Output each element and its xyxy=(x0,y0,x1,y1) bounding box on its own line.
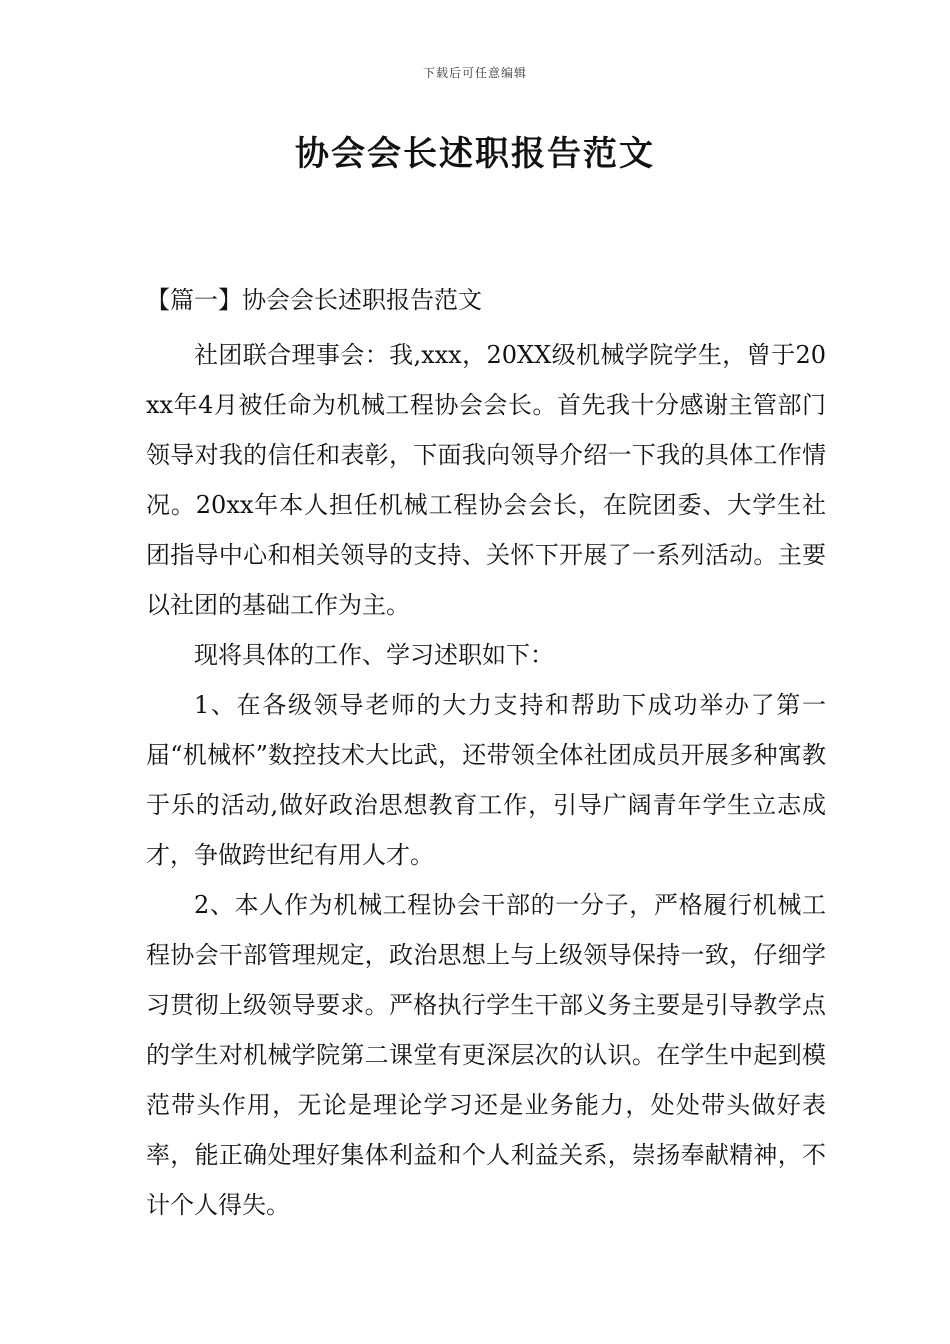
paragraph-item-1: 1、在各级领导老师的大力支持和帮助下成功举办了第一届“机械杯”数控技术大比武，还带领全体社团成员开展多种寓教于乐的活动,做好政治思想教育工作，引导广阔青年学生立志成才，争做跨世纪有用人才。 xyxy=(146,691,826,869)
paragraph-summary-lead: 现将具体的工作、学习述职如下： xyxy=(194,641,554,669)
paragraph-item-2: 2、本人作为机械工程协会干部的一分子，严格履行机械工程协会干部管理规定，政治思想上与上级领导保持一致，仔细学习贯彻上级领导要求。严格执行学生干部义务主要是引导教学点的学生对机械学院第二课堂有更深层次的认识。在学生中起到模范带头作用，无论是理论学习还是业务能力，处处带头做好表率，能正确处理好集体利益和个人利益关系，崇扬奉献精神，不计个人得失。 xyxy=(146,891,826,1219)
document-title: 协会会长述职报告范文 xyxy=(295,134,655,174)
document-body xyxy=(146,280,826,1230)
page-header-note: 下载后可任意编辑 xyxy=(422,66,527,80)
section-heading: 【篇一】协会会长述职报告范文 xyxy=(146,286,482,314)
paragraph-intro: 社团联合理事会：我,xxx，20XX级机械学院学生，曾于20xx年4月被任命为机械工程协会会长。首先我十分感谢主管部门领导对我的信任和表彰，下面我向领导介绍一下我的具体工作情况。20xx年本人担任机械工程协会会长，在院团委、大学生社团指导中心和相关领导的支持、关怀下开展了一系列活动。主要以社团的基础工作为主。 xyxy=(146,341,826,619)
